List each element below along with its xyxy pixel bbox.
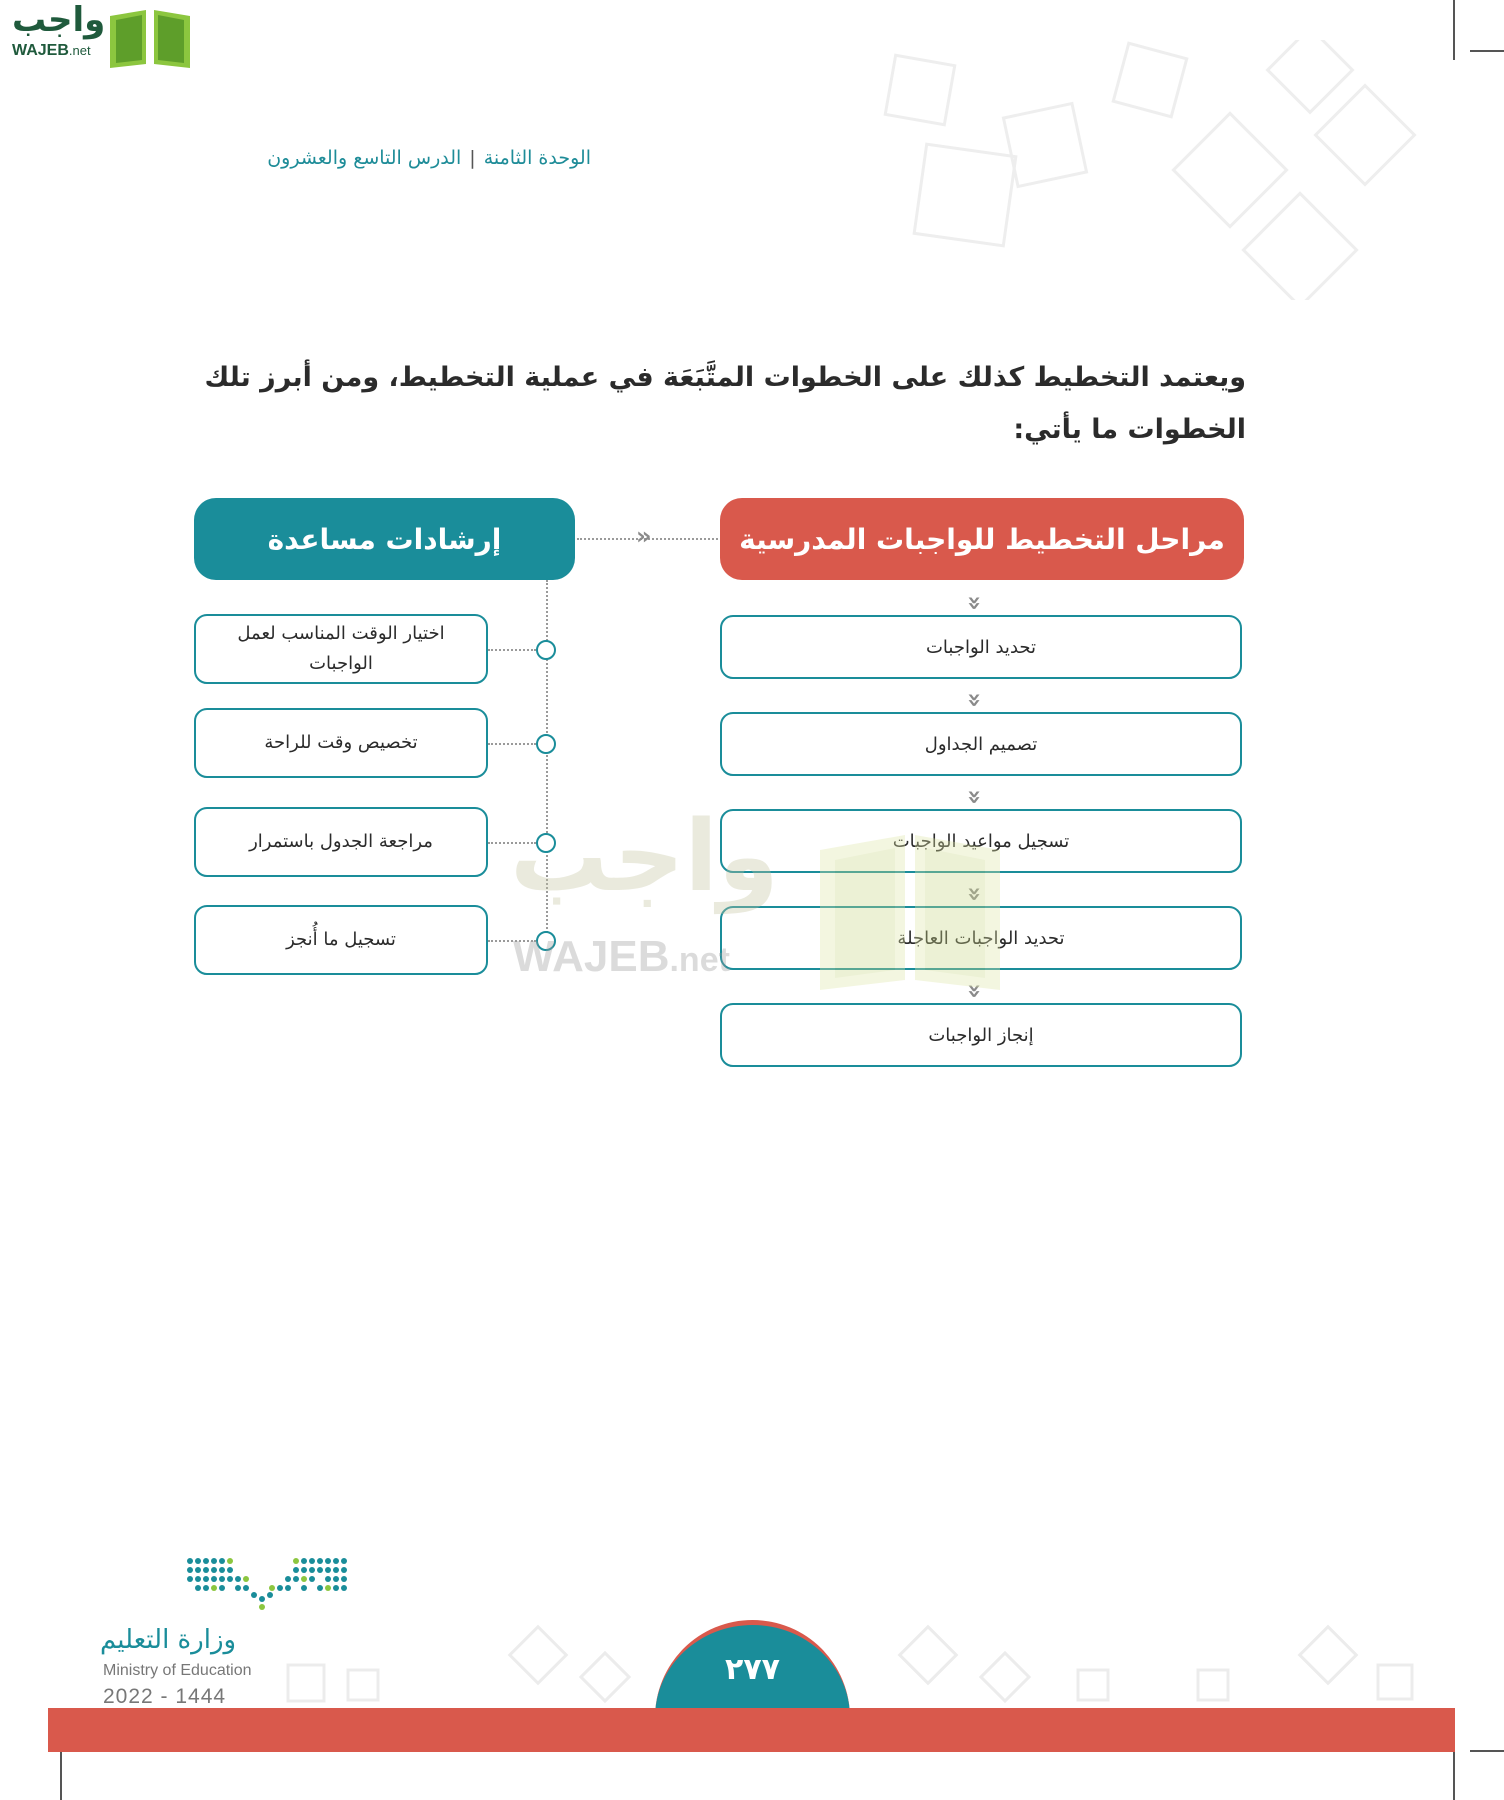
ministry-logo-icon bbox=[184, 1555, 350, 1625]
tip-box: مراجعة الجدول باستمرار bbox=[194, 807, 488, 877]
tip-node bbox=[536, 931, 556, 951]
tip-connector bbox=[488, 842, 536, 844]
stage-box: إنجاز الواجبات bbox=[720, 1003, 1242, 1067]
tip-box: تسجيل ما أُنجز bbox=[194, 905, 488, 975]
chevron-down-icon: » bbox=[960, 595, 989, 611]
double-chevron-left-icon: » bbox=[636, 522, 652, 550]
stages-title: مراحل التخطيط للواجبات المدرسية bbox=[720, 498, 1244, 580]
tip-box: اختيار الوقت المناسب لعمل الواجبات bbox=[194, 614, 488, 684]
intro-paragraph: ويعتمد التخطيط كذلك على الخطوات المتَّبَعَة في عملية التخطيط، ومن أبرز تلك الخطوات ما يأتي: bbox=[204, 362, 1246, 445]
stage-box: تحديد الواجبات العاجلة bbox=[720, 906, 1242, 970]
trim-mark bbox=[1470, 50, 1504, 52]
stage-box: تصميم الجداول bbox=[720, 712, 1242, 776]
watermark-latin: WAJEB.net bbox=[513, 932, 730, 981]
tip-box: تخصيص وقت للراحة bbox=[194, 708, 488, 778]
chevron-down-icon: » bbox=[960, 692, 989, 708]
stage-box: تسجيل مواعيد الواجبات bbox=[720, 809, 1242, 873]
decorative-pattern bbox=[860, 40, 1460, 300]
tip-node bbox=[536, 833, 556, 853]
footer-bar bbox=[48, 1708, 1455, 1752]
page-number: ٢٧٧ bbox=[725, 1652, 780, 1687]
breadcrumb bbox=[267, 147, 591, 169]
tips-title: إرشادات مساعدة bbox=[194, 498, 575, 580]
tips-spine bbox=[546, 580, 548, 940]
unit-label: الوحدة الثامنة bbox=[483, 147, 591, 169]
trim-mark bbox=[1453, 0, 1455, 60]
ministry-name-english: Ministry of Education bbox=[103, 1662, 252, 1679]
wajeb-logo-arabic: واجب bbox=[12, 0, 106, 40]
tip-connector bbox=[488, 649, 536, 651]
watermark-arabic: واجب bbox=[510, 800, 779, 914]
book-icon bbox=[106, 6, 194, 68]
trim-mark bbox=[1453, 1745, 1455, 1800]
breadcrumb-separator: | bbox=[469, 147, 476, 169]
chevron-down-icon: » bbox=[960, 789, 989, 805]
stage-box: تحديد الواجبات bbox=[720, 615, 1242, 679]
wajeb-logo-latin: WAJEB.net bbox=[12, 42, 91, 59]
edition-year: 2022 - 1444 bbox=[103, 1685, 227, 1708]
chevron-down-icon: » bbox=[960, 886, 989, 902]
tip-node bbox=[536, 640, 556, 660]
ministry-name-arabic: وزارة التعليم bbox=[100, 1625, 237, 1655]
tip-connector bbox=[488, 940, 536, 942]
tip-connector bbox=[488, 743, 536, 745]
trim-mark bbox=[1470, 1750, 1504, 1752]
wajeb-logo[interactable] bbox=[10, 0, 195, 74]
trim-mark bbox=[60, 1745, 62, 1800]
chevron-down-icon: » bbox=[960, 983, 989, 999]
lesson-label: الدرس التاسع والعشرون bbox=[267, 147, 462, 169]
tip-node bbox=[536, 734, 556, 754]
